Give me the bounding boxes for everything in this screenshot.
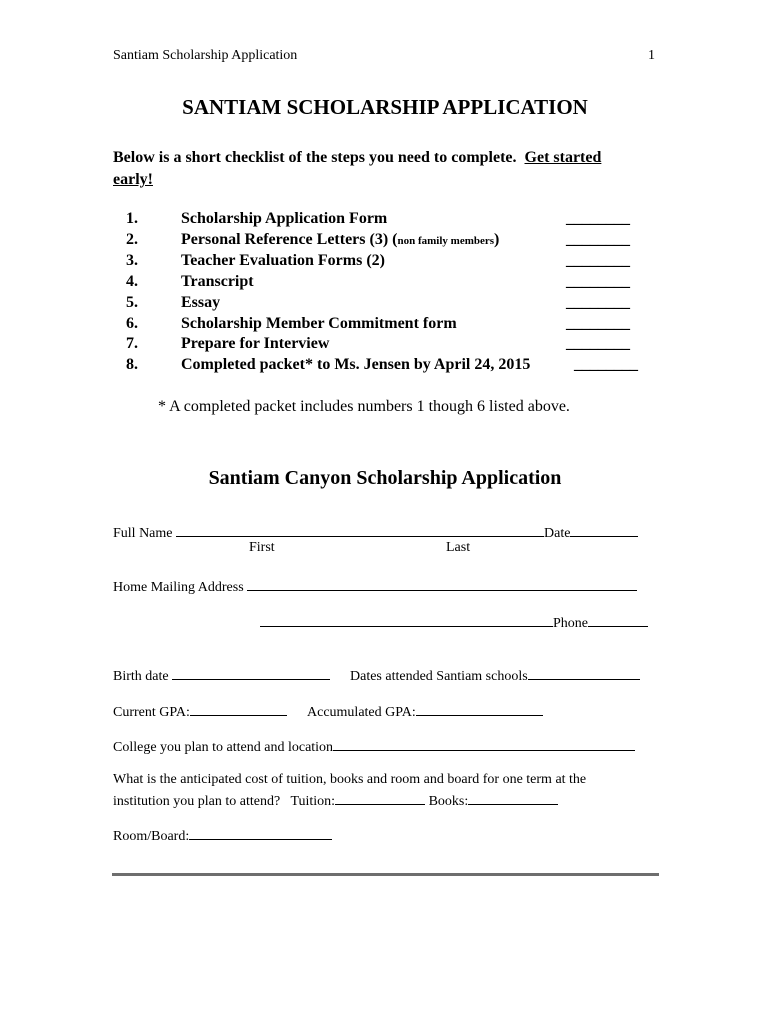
phone-field[interactable] (588, 612, 648, 627)
checklist-label: Transcript (181, 273, 254, 290)
cost-question-line2: institution you plan to attend? (113, 794, 281, 809)
checklist-label-main: Personal Reference Letters (3) ( (181, 231, 398, 248)
first-name-caption: First (249, 540, 275, 555)
checklist-num: 1. (126, 210, 138, 227)
checklist-blank[interactable]: ________ (566, 231, 630, 248)
dates-attended-field[interactable] (528, 665, 640, 680)
room-board-row (113, 825, 332, 845)
college-label: College you plan to attend and location (113, 740, 334, 755)
intro-emphasis-2: early! (113, 171, 153, 188)
date-label: Date (544, 526, 571, 541)
room-board-field[interactable] (189, 825, 332, 840)
checklist-blank[interactable]: ________ (574, 356, 638, 373)
books-field[interactable] (468, 790, 558, 805)
checklist-label: Essay (181, 294, 221, 311)
page-header-title: Santiam Scholarship Application (113, 48, 298, 63)
intro-emphasis-1: Get started (524, 149, 602, 166)
birth-date-field[interactable] (172, 665, 330, 680)
checklist-blank[interactable]: ________ (566, 210, 630, 227)
intro-sentence: Below is a short checklist of the steps you need to complete. (113, 149, 517, 166)
accumulated-gpa-row (307, 701, 543, 721)
college-row (113, 736, 635, 756)
address-field-line2[interactable] (260, 612, 553, 627)
checklist-blank[interactable]: ________ (566, 252, 630, 269)
checklist-label: Prepare for Interview (181, 335, 330, 352)
checklist-blank[interactable]: ________ (566, 273, 630, 290)
checklist-blank[interactable]: ________ (566, 294, 630, 311)
checklist-label-note: non family members (397, 235, 495, 247)
checklist-label (181, 231, 499, 249)
checklist-num: 8. (126, 356, 138, 373)
cost-question-row (113, 790, 558, 810)
checklist-label: Teacher Evaluation Forms (2) (181, 252, 385, 269)
birth-date-label: Birth date (113, 669, 169, 684)
checklist-num: 7. (126, 335, 138, 352)
form-title: Santiam Canyon Scholarship Application (208, 467, 562, 489)
gpa-row (113, 701, 287, 721)
birth-date-row (113, 665, 330, 685)
checklist-blank[interactable]: ________ (566, 335, 630, 352)
address-row-2 (260, 612, 648, 632)
checklist-num: 3. (126, 252, 138, 269)
page-number: 1 (648, 48, 655, 63)
dates-attended-row (350, 665, 640, 685)
last-name-caption: Last (446, 540, 471, 555)
full-name-label: Full Name (113, 526, 173, 541)
dates-attended-label: Dates attended Santiam schools (350, 669, 528, 684)
full-name-field[interactable] (176, 522, 544, 537)
date-field[interactable] (570, 522, 638, 537)
page-title: SANTIAM SCHOLARSHIP APPLICATION (182, 95, 588, 119)
phone-label: Phone (553, 616, 588, 631)
accumulated-gpa-field[interactable] (416, 701, 543, 716)
checklist-blank[interactable]: ________ (566, 315, 630, 332)
intro-text (113, 147, 601, 191)
address-field-line1[interactable] (247, 576, 637, 591)
bottom-divider (112, 873, 659, 876)
room-board-label: Room/Board: (113, 829, 190, 844)
checklist-label: Completed packet* to Ms. Jensen by April 24, 2015 (181, 356, 531, 373)
full-name-row (113, 522, 638, 542)
tuition-label: Tuition: (290, 794, 336, 809)
college-field[interactable] (333, 736, 635, 751)
address-label: Home Mailing Address (113, 580, 244, 595)
packet-note: * A completed packet includes numbers 1 though 6 listed above. (158, 398, 570, 415)
checklist-label-end: ) (494, 231, 500, 248)
checklist-label: Scholarship Application Form (181, 210, 388, 227)
address-row (113, 576, 637, 596)
tuition-field[interactable] (335, 790, 425, 805)
checklist-num: 2. (126, 231, 138, 248)
accumulated-gpa-label: Accumulated GPA: (307, 705, 416, 720)
checklist-num: 6. (126, 315, 138, 332)
cost-question-line1: What is the anticipated cost of tuition, books and room and board for one term at the (113, 772, 587, 787)
checklist-num: 4. (126, 273, 138, 290)
current-gpa-field[interactable] (190, 701, 287, 716)
current-gpa-label: Current GPA: (113, 705, 190, 720)
books-label: Books: (428, 794, 469, 809)
checklist-label: Scholarship Member Commitment form (181, 315, 457, 332)
checklist-num: 5. (126, 294, 138, 311)
